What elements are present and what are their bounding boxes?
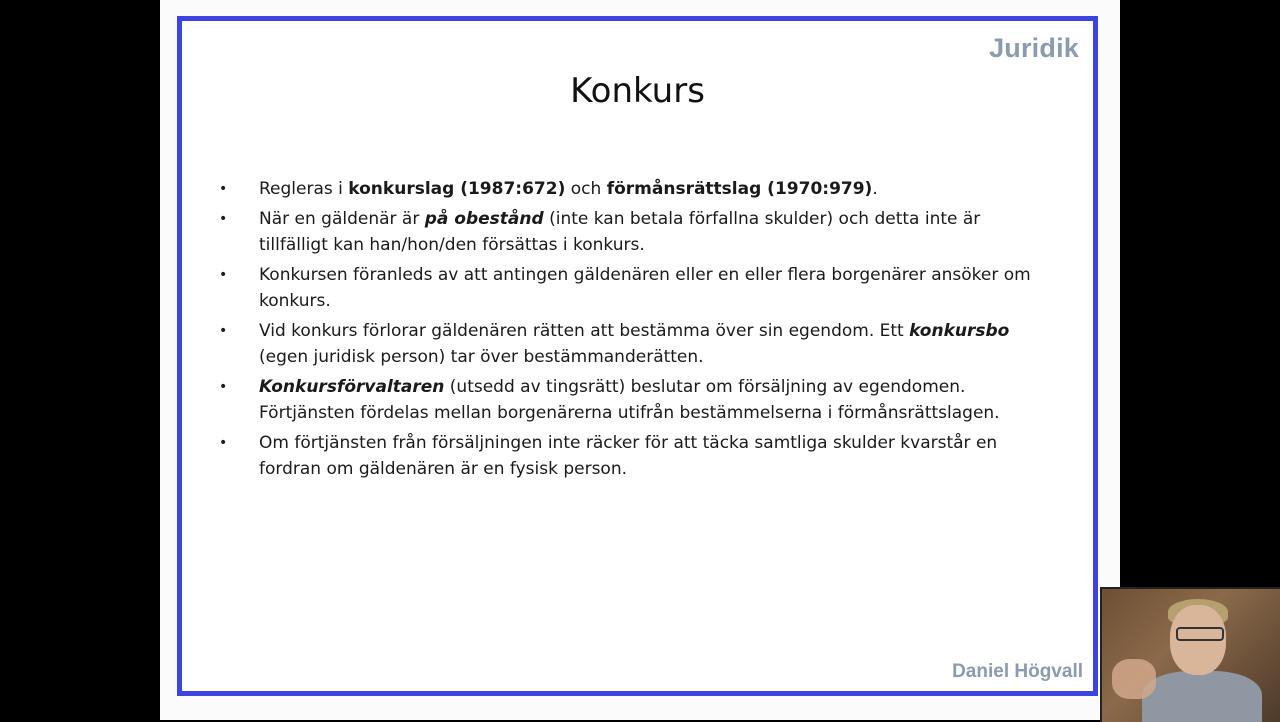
- glasses-icon: [1176, 627, 1224, 641]
- bullet-item: [219, 318, 1049, 370]
- bullet-segment: Konkursförvaltaren: [259, 377, 445, 397]
- bullet-dot-icon: •: [219, 323, 228, 339]
- bullet-segment: konkursbo: [909, 321, 1010, 341]
- bullet-text: [259, 377, 1000, 423]
- bullet-dot-icon: •: [219, 379, 228, 395]
- bullet-text: [259, 179, 878, 199]
- bullet-segment: .: [872, 179, 878, 199]
- slide-title: Konkurs: [570, 71, 705, 111]
- presenter-hand: [1112, 659, 1156, 699]
- bullet-segment: konkurslag (1987:672): [348, 179, 566, 199]
- bullet-segment: Vid konkurs förlorar gäldenären rätten att bestämma över sin egendom. Ett: [259, 321, 910, 341]
- bullet-text: [259, 321, 1009, 367]
- bullet-dot-icon: •: [219, 267, 228, 283]
- bullet-item: [219, 374, 1049, 426]
- bullet-dot-icon: •: [219, 181, 228, 197]
- author-name: Daniel Högvall: [952, 661, 1083, 682]
- bullet-segment: Konkursen föranleds av att antingen gäldenären eller en eller flera borgenärer ansöker om konkurs.: [259, 265, 1031, 311]
- bullet-segment: (inte kan betala förfallna skulder) och detta inte är tillfälligt kan han/hon/den försättas i konkurs.: [259, 209, 981, 255]
- bullet-segment: på obestånd: [424, 209, 544, 229]
- bullet-dot-icon: •: [219, 211, 228, 227]
- bullet-segment: Regleras i: [259, 179, 349, 199]
- bullet-list: [219, 176, 1049, 486]
- bullet-item: [219, 206, 1049, 258]
- bullet-segment: (utsedd av tingsrätt) beslutar om försäljning av egendomen. Förtjänsten fördelas mellan borgenärerna utifrån bestämmelserna i förmånsrättslagen.: [259, 377, 1000, 423]
- bullet-segment: förmånsrättslag (1970:979): [606, 179, 873, 199]
- bullet-text: [259, 433, 997, 479]
- bullet-segment: När en gäldenär är: [259, 209, 425, 229]
- bullet-text: [259, 209, 980, 255]
- bullet-dot-icon: •: [219, 435, 228, 451]
- slide-frame: [177, 16, 1098, 696]
- bullet-segment: (egen juridisk person) tar över bestämmanderätten.: [259, 347, 704, 367]
- bullet-item: [219, 176, 1049, 202]
- bullet-item: [219, 430, 1049, 482]
- bullet-segment: och: [565, 179, 607, 199]
- webcam-overlay: [1100, 587, 1280, 722]
- brand-logo-text: Juridik: [989, 33, 1079, 63]
- bullet-item: [219, 262, 1049, 314]
- bullet-segment: Om förtjänsten från försäljningen inte räcker för att täcka samtliga skulder kvarstår en fordran om gäldenären är en fysisk person.: [259, 433, 998, 479]
- bullet-text: [259, 265, 1031, 311]
- presenter-body: [1142, 671, 1262, 722]
